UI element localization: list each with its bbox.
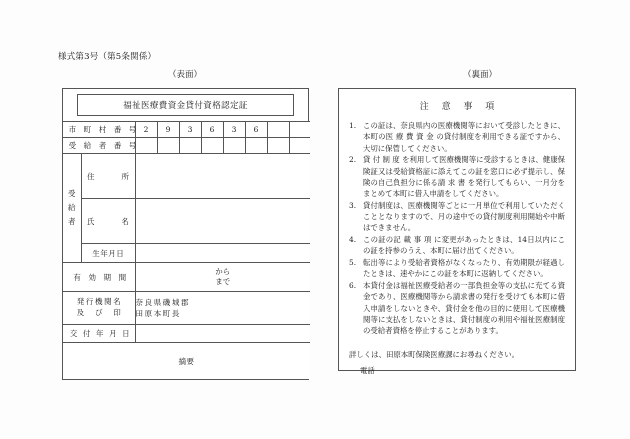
municipality-digit-1: 2 xyxy=(135,122,157,138)
valid-period-to-label: まで xyxy=(215,277,231,286)
notice-text: 本貸付金は福祉医療受給者の一部負担金等の支払に充てる資金であり、医療機関等から請求書の発行を受けても本町に借入申請をしないときや、貸付金を他の目的に使用して医療機関等に支払をしないときは、貸付制度の利用や福祉医療制度の受給者資格を停止することがあります。 xyxy=(363,281,565,335)
notice-text: 貸付制度は、医療機関等ごとに一月単位で利用していただくこととなりますので、月の途中での貸付制度利用開始や中断はできません。 xyxy=(363,200,565,233)
name-value[interactable] xyxy=(135,199,310,244)
notice-text: 転出等により受給者資格がなくなったり、有効期限が経過したときは、速やかにこの証を本町に返納してください。 xyxy=(363,258,565,279)
table-row-issue-date xyxy=(63,325,310,343)
municipality-digit-6: 6 xyxy=(245,122,267,138)
list-item xyxy=(349,154,565,199)
recipient-digit-8[interactable] xyxy=(289,138,310,154)
issuer-label xyxy=(63,292,135,325)
recipient-digit-3[interactable] xyxy=(179,138,201,154)
back-side-label: （裏面） xyxy=(463,70,498,80)
recipient-digit-4[interactable] xyxy=(201,138,223,154)
notice-number: 4. xyxy=(349,235,357,244)
certificate-title: 福祉医療費資金貸付資格認定証 xyxy=(77,94,294,116)
birthdate-label: 生年月日 xyxy=(81,244,135,263)
valid-period-label: 有 効 期 間 xyxy=(63,263,135,292)
table-row-name xyxy=(63,199,310,244)
recipient-group-char-3: 者 xyxy=(68,217,76,227)
notice-number: 2. xyxy=(349,155,357,165)
notices-title: 注 意 事 項 xyxy=(419,102,500,112)
list-item xyxy=(349,280,565,336)
address-label: 住 所 xyxy=(81,154,135,199)
recipient-group-char-1: 受 xyxy=(68,188,76,198)
municipality-digit-2: 9 xyxy=(157,122,179,138)
list-item xyxy=(349,120,565,154)
table-row-recipient-number xyxy=(63,138,310,154)
issuer-value-line1: 奈良県磯城郡 xyxy=(135,297,191,307)
notices-footer: 詳しくは、田原本町保険医療課にお尋ねください。 xyxy=(349,350,519,360)
recipient-group-char-2: 給 xyxy=(68,202,76,212)
list-item xyxy=(349,257,565,280)
birthdate-value[interactable] xyxy=(135,244,310,263)
municipality-number-label: 市 町 村 番 号 xyxy=(63,122,135,138)
municipality-digit-7 xyxy=(267,122,289,138)
certificate-front-panel xyxy=(62,88,309,380)
recipient-digit-7[interactable] xyxy=(267,138,289,154)
address-value[interactable] xyxy=(135,154,310,199)
notices-phone-label: 電話 xyxy=(360,366,375,376)
notice-number: 5. xyxy=(349,258,357,267)
table-row-valid-period xyxy=(63,263,310,292)
municipality-digit-4: 6 xyxy=(201,122,223,138)
table-row-issuer xyxy=(63,292,310,325)
table-row-birthdate xyxy=(63,244,310,263)
notice-number: 6. xyxy=(349,281,357,290)
recipient-group-label xyxy=(63,154,81,263)
remarks-label[interactable]: 摘要 xyxy=(63,343,310,380)
municipality-digit-3: 3 xyxy=(179,122,201,138)
recipient-digit-6[interactable] xyxy=(245,138,267,154)
list-item xyxy=(349,234,565,257)
certificate-title-wrapper xyxy=(63,89,308,121)
certificate-table xyxy=(63,121,310,379)
issue-date-label: 交 付 年 月 日 xyxy=(63,325,135,343)
notices-list xyxy=(349,120,565,336)
issuer-value xyxy=(135,292,310,325)
table-row-remarks xyxy=(63,343,310,380)
issue-date-value[interactable] xyxy=(135,325,310,343)
recipient-digit-5[interactable] xyxy=(223,138,245,154)
form-code: 様式第3号（第5条関係） xyxy=(58,52,157,62)
notice-number: 1. xyxy=(349,121,357,130)
issuer-label-line2: 及 び 印 xyxy=(76,308,123,317)
issuer-label-line1: 発行機関名 xyxy=(76,297,123,307)
municipality-digit-8 xyxy=(289,122,310,138)
notice-text: この証は、奈良県内の医療機関等において受診したときに、本町の医 療 費 資 金 の貸付制度を利用できる証ですから、大切に保管してください。 xyxy=(363,121,565,153)
notice-text: 貸 付 制 度 を利用して医療機関等に受診するときは、健康保険証又は受給資格証に添えてこの証を窓口に必ず提示し、保険の自己負担分に係る請 求 書 を発行してもらい、一月分をまとめて本町に借入申請をしてください。 xyxy=(363,155,565,198)
front-side-label: （表面） xyxy=(168,70,203,80)
recipient-number-label: 受 給 者 番 号 xyxy=(63,138,135,154)
notices-panel xyxy=(338,88,576,376)
table-row-municipality-number xyxy=(63,122,310,138)
recipient-digit-2[interactable] xyxy=(157,138,179,154)
notice-number: 3. xyxy=(349,200,357,210)
issuer-value-line2: 田原本町長 xyxy=(135,309,181,318)
notice-text: この証の記 載 事 項 に変更があったときは、14日以内にこの証を持参のうえ、本町に届け出てください。 xyxy=(363,235,565,256)
valid-period-value[interactable] xyxy=(135,263,310,292)
municipality-digit-5: 3 xyxy=(223,122,245,138)
list-item xyxy=(349,200,565,234)
table-row-address xyxy=(63,154,310,199)
name-label: 氏 名 xyxy=(81,199,135,244)
valid-period-from-label: から xyxy=(215,266,231,276)
